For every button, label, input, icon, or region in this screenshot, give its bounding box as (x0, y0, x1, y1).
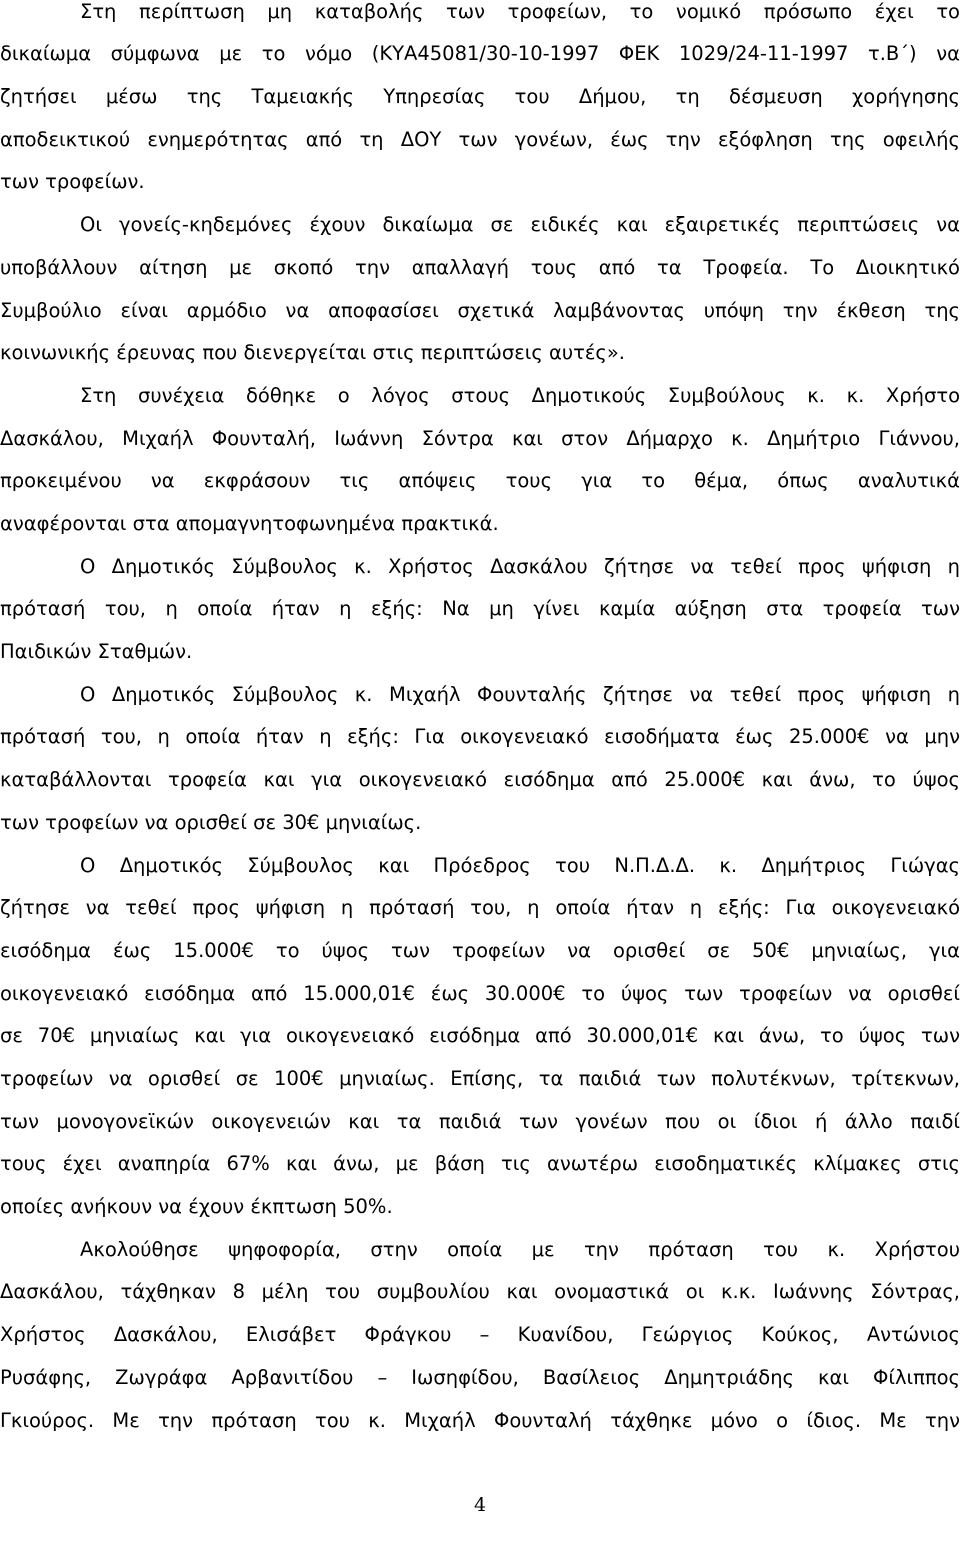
text-line: υποβάλλουν αίτηση με σκοπό την απαλλαγή τους από τα Τροφεία. Το Διοικητικό (0, 256, 960, 279)
text-line: οικογενειακό εισόδημα από 15.000,01€ έως 30.000€ το ύψος των τροφείων να ορισθεί (0, 982, 960, 1005)
text-line: οποίες ανήκουν να έχουν έκπτωση 50%. (0, 1195, 393, 1218)
text-line: εισόδημα έως 15.000€ το ύψος των τροφείων να ορισθεί σε 50€ μηνιαίως, για (0, 939, 960, 962)
text-line: Οι γονείς-κηδεμόνες έχουν δικαίωμα σε ειδικές και εξαιρετικές περιπτώσεις να (80, 213, 960, 236)
text-line: Ρυσάφης, Ζωγράφα Αρβανιτίδου – Ιωσηφίδου, Βασίλειος Δημητριάδης και Φίλιππος (0, 1366, 960, 1389)
text-line: Στη συνέχεια δόθηκε ο λόγος στους Δημοτικούς Συμβούλους κ. κ. Χρήστο (80, 384, 960, 407)
text-line: Δασκάλου, Μιχαήλ Φουνταλή, Ιωάννη Σόντρα και στον Δήμαρχο κ. Δημήτριο Γιάννου, (0, 427, 960, 450)
text-line: κοινωνικής έρευνας που διενεργείται στις περιπτώσεις αυτές». (0, 341, 625, 364)
text-line: Ακολούθησε ψηφοφορία, στην οποία με την πρόταση του κ. Χρήστου (80, 1238, 960, 1261)
text-line: Ο Δημοτικός Σύμβουλος κ. Μιχαήλ Φουνταλής ζήτησε να τεθεί προς ψήφιση η (80, 683, 960, 706)
text-line: πρότασή του, η οποία ήταν η εξής: Για οικογενειακό εισοδήματα έως 25.000€ να μην (0, 725, 960, 748)
text-line: ζητήσει μέσω της Ταμειακής Υπηρεσίας του Δήμου, τη δέσμευση χορήγησης (0, 85, 960, 108)
text-line: Στη περίπτωση μη καταβολής των τροφείων, το νομικό πρόσωπο έχει το (80, 0, 960, 23)
text-line: τροφείων να ορισθεί σε 100€ μηνιαίως. Επίσης, τα παιδιά των πολυτέκνων, τρίτεκνων, (0, 1067, 960, 1090)
text-line: Παιδικών Σταθμών. (0, 640, 193, 663)
text-line: δικαίωμα σύμφωνα με το νόμο (ΚΥΑ45081/30-10-1997 ΦΕΚ 1029/24-11-1997 τ.Β΄) να (0, 42, 960, 65)
text-line: των μονογονεϊκών οικογενειών και τα παιδιά των γονέων που οι ίδιοι ή άλλο παιδί (0, 1110, 960, 1133)
text-line: τους έχει αναπηρία 67% και άνω, με βάση τις ανωτέρω εισοδηματικές κλίμακες στις (0, 1152, 960, 1175)
text-line: Ο Δημοτικός Σύμβουλος και Πρόεδρος του Ν.Π.Δ.Δ. κ. Δημήτριος Γιώγας (80, 854, 960, 877)
page-number: 4 (473, 1494, 487, 1516)
text-line: Ο Δημοτικός Σύμβουλος κ. Χρήστος Δασκάλου ζήτησε να τεθεί προς ψήφιση η (80, 555, 960, 578)
text-line: των τροφείων να ορισθεί σε 30€ μηνιαίως. (0, 811, 422, 834)
text-line: των τροφείων. (0, 170, 145, 193)
text-line: αναφέρονται στα απομαγνητοφωνημένα πρακτικά. (0, 512, 499, 535)
text-line: σε 70€ μηνιαίως και για οικογενειακό εισόδημα από 30.000,01€ και άνω, το ύψος των (0, 1024, 960, 1047)
text-line: ζήτησε να τεθεί προς ψήφιση η πρότασή του, η οποία ήταν η εξής: Για οικογενειακό (0, 896, 960, 919)
text-line: Γκιούρος. Με την πρόταση του κ. Μιχαήλ Φουνταλή τάχθηκε μόνο ο ίδιος. Με την (0, 1409, 960, 1432)
text-line: Δασκάλου, τάχθηκαν 8 μέλη του συμβουλίου και ονομαστικά οι κ.κ. Ιωάννης Σόντρας, (0, 1280, 960, 1303)
text-line: καταβάλλονται τροφεία και για οικογενειακό εισόδημα από 25.000€ και άνω, το ύψος (0, 768, 960, 791)
text-line: αποδεικτικού ενημερότητας από τη ΔΟΥ των γονέων, έως την εξόφληση της οφειλής (0, 128, 960, 151)
text-line: Συμβούλιο είναι αρμόδιο να αποφασίσει σχετικά λαμβάνοντας υπόψη την έκθεση της (0, 299, 960, 322)
text-line: πρότασή του, η οποία ήταν η εξής: Να μη γίνει καμία αύξηση στα τροφεία των (0, 597, 960, 620)
text-line: Χρήστος Δασκάλου, Ελισάβετ Φράγκου – Κυανίδου, Γεώργιος Κούκος, Αντώνιος (0, 1323, 960, 1346)
text-line: προκειμένου να εκφράσουν τις απόψεις τους για το θέμα, όπως αναλυτικά (0, 469, 960, 492)
